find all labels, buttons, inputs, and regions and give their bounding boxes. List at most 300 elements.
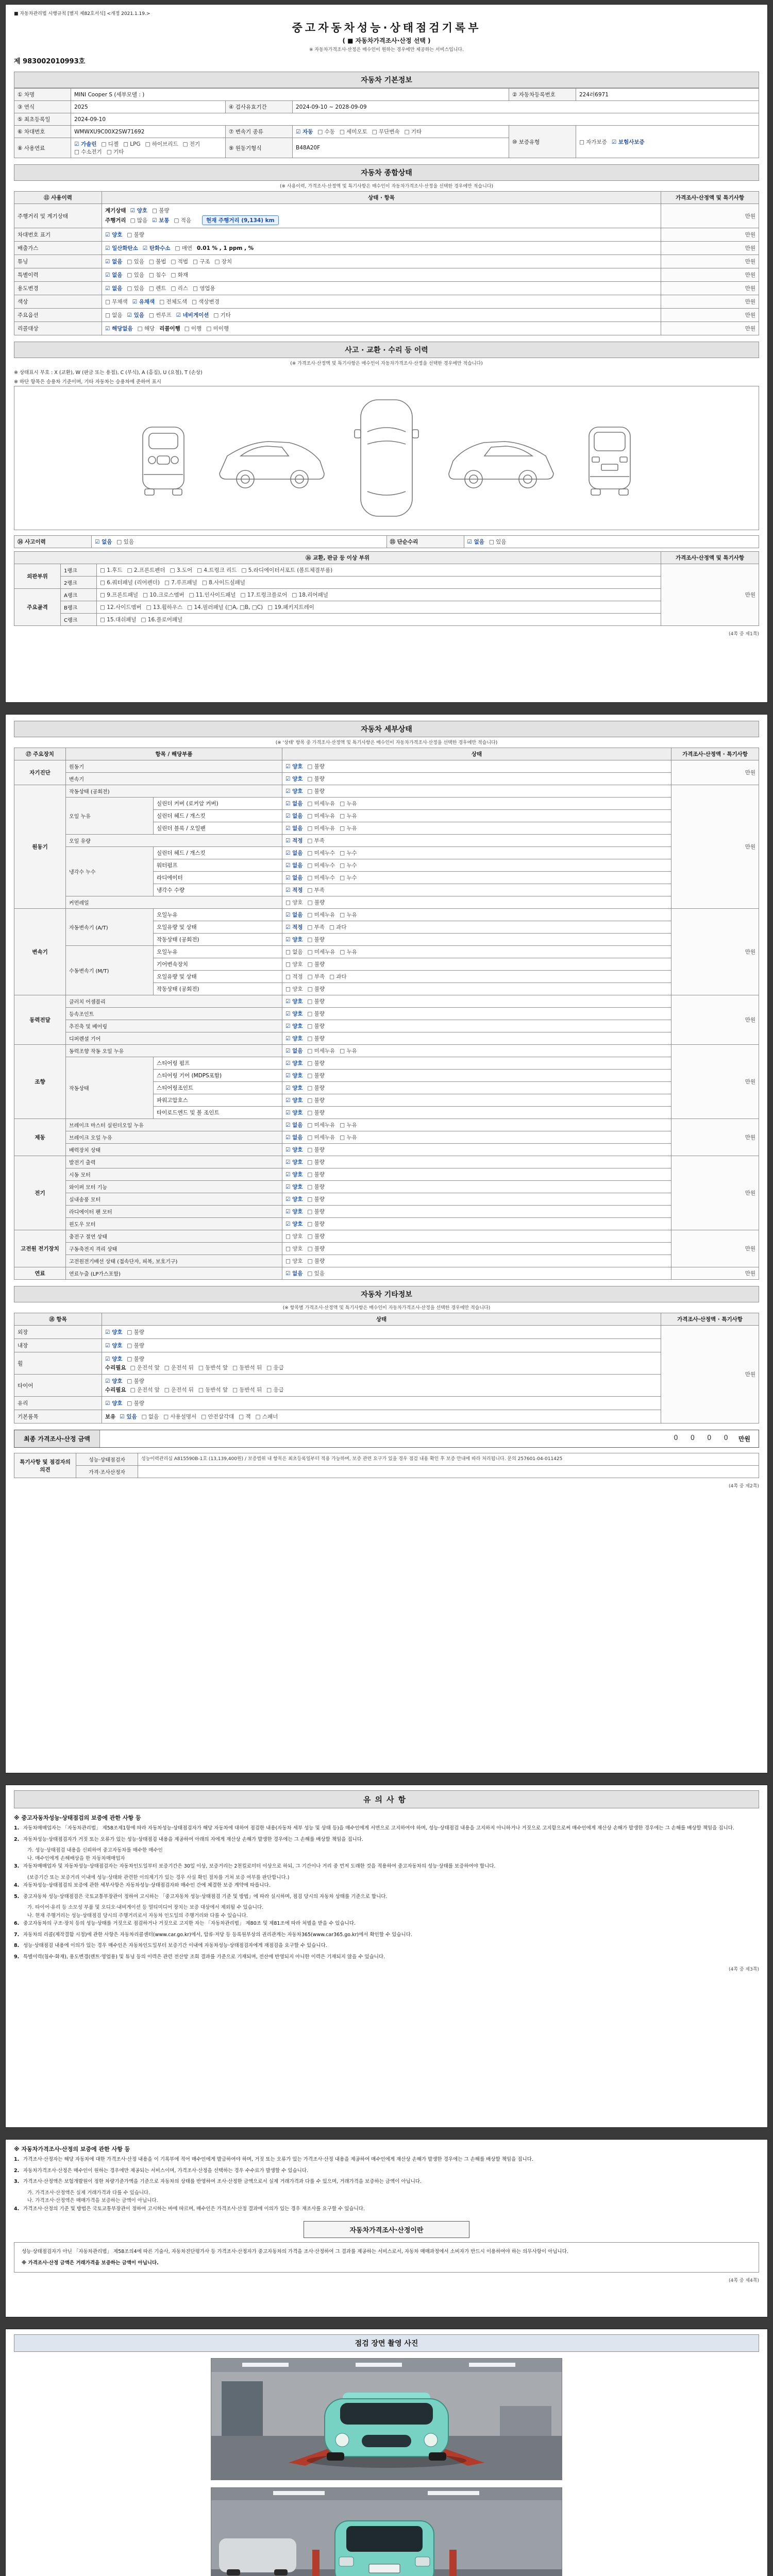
checkbox-unchecked[interactable]: □ 불량 bbox=[307, 1209, 325, 1215]
accident-legend-basis: ※ 하단 항목은 승용차 기준이며, 기타 자동차는 승용차에 준하여 표시 bbox=[14, 379, 161, 385]
checkbox-unchecked[interactable]: □ 불량 bbox=[307, 986, 325, 992]
checkbox-unchecked[interactable]: □ 누유 bbox=[340, 912, 357, 918]
checkbox-group bbox=[285, 825, 362, 832]
checkbox-unchecked[interactable]: □ 전체도색 bbox=[159, 299, 188, 305]
checkbox-unchecked[interactable]: □ 부족 bbox=[307, 838, 325, 844]
checkbox-checked[interactable]: ☑ 없음 bbox=[285, 1134, 303, 1141]
checkbox-checked[interactable]: ☑ 있음 bbox=[120, 1414, 137, 1420]
checkbox-checked[interactable]: ☑ 양호 bbox=[105, 1343, 123, 1349]
checkbox-unchecked[interactable]: □ 1.후드 bbox=[100, 567, 123, 573]
checkbox-checked[interactable]: ☑ 양호 bbox=[285, 788, 303, 794]
checkbox-unchecked[interactable]: □ 있음 bbox=[489, 539, 507, 545]
checkbox-unchecked[interactable]: □ 불법 bbox=[148, 259, 166, 265]
checkbox-checked[interactable]: ☑ 양호 bbox=[285, 776, 303, 782]
checkbox-unchecked[interactable]: □ 디젤 bbox=[101, 141, 119, 147]
checkbox-group bbox=[285, 1036, 329, 1042]
warranty-type-label: ⑩ 보증유형 bbox=[509, 126, 576, 158]
checkbox-checked[interactable]: ☑ 양호 bbox=[285, 1023, 303, 1029]
checkbox-unchecked[interactable]: □ 17.트렁크플로어 bbox=[240, 592, 288, 598]
exchange-title: ⑯ 교환, 판금 등 이상 부위 bbox=[14, 552, 661, 564]
checkbox-checked[interactable]: ☑ 양호 bbox=[285, 1085, 303, 1091]
checkbox-unchecked[interactable]: □ 미세누수 bbox=[307, 862, 335, 869]
checkbox-unchecked[interactable]: □ 부족 bbox=[307, 974, 325, 980]
checkbox-unchecked[interactable]: □ 장치 bbox=[214, 259, 232, 265]
checkbox-unchecked[interactable]: □ 14.필러패널 (□A, □B, □C) bbox=[187, 604, 263, 611]
checkbox-checked[interactable]: ☑ 양호 bbox=[285, 1184, 303, 1190]
checkbox-unchecked[interactable]: □ 운전석 뒤 bbox=[164, 1387, 194, 1393]
state-cell bbox=[282, 785, 671, 798]
rank-cell: C랭크 bbox=[61, 614, 97, 626]
checkbox-group bbox=[285, 1011, 329, 1017]
checkbox-unchecked[interactable]: □ 누유 bbox=[340, 949, 357, 955]
mileage-callout: 현재 주행거리 (9,134) km bbox=[202, 215, 279, 225]
checkbox-unchecked[interactable]: □ 기타 bbox=[404, 129, 422, 135]
checkbox-checked[interactable]: ☑ 양호 bbox=[285, 1172, 303, 1178]
checkbox-checked[interactable]: ☑ 양호 bbox=[105, 1378, 123, 1384]
checkbox-checked[interactable]: ☑ 보통 bbox=[152, 217, 170, 224]
overall-state-table bbox=[14, 191, 759, 335]
checkbox-unchecked[interactable]: □ 8.사이드실패널 bbox=[201, 580, 245, 586]
notice-text: 자동차의 리콜(제작결함 시정)에 관한 사항은 자동차리콜센터(www.car.go.kr)에서, 압류·저당 등 등록원부상의 권리관계는 자동차365(www.car365.go.kr)에서 확인할 수 있습니다. bbox=[23, 1931, 412, 1938]
checkbox-checked[interactable]: ☑ 없음 bbox=[285, 850, 303, 856]
checkbox-checked[interactable]: ☑ 적정 bbox=[285, 887, 303, 893]
checkbox-checked[interactable]: ☑ 양호 bbox=[130, 208, 147, 214]
table-row bbox=[14, 1156, 759, 1168]
section-title-etc: 자동차 기타정보 bbox=[14, 1286, 759, 1302]
checkbox-unchecked[interactable]: □ 동반석 뒤 bbox=[232, 1365, 262, 1371]
checkbox-unchecked[interactable]: □ 있음 bbox=[127, 259, 144, 265]
item-cell: 브레이크 오일 누유 bbox=[66, 1131, 282, 1144]
checkbox-checked[interactable]: ☑ 적정 bbox=[285, 838, 303, 844]
checkbox-unchecked[interactable]: □ 기타 bbox=[106, 149, 124, 155]
checkbox-unchecked[interactable]: □ 5.라디에이터서포트 (볼트체결부품) bbox=[241, 567, 333, 573]
checkbox-unchecked[interactable]: □ 불량 bbox=[307, 1085, 325, 1091]
checkbox-unchecked[interactable]: □ 잭 bbox=[239, 1414, 251, 1420]
checkbox-unchecked[interactable]: □ 불량 bbox=[307, 961, 325, 968]
checkbox-unchecked[interactable]: □ 미세누유 bbox=[307, 1048, 335, 1054]
checkbox-unchecked[interactable]: □ 불량 bbox=[307, 1110, 325, 1116]
section-title-overall: 자동차 종합상태 bbox=[14, 164, 759, 181]
item-cell: 오일 누유 bbox=[66, 798, 154, 835]
checkbox-unchecked[interactable]: □ 18.리어패널 bbox=[292, 592, 328, 598]
checkbox-unchecked[interactable]: □ 불량 bbox=[307, 1246, 325, 1252]
checkbox-checked[interactable]: ☑ 없음 bbox=[285, 875, 303, 881]
checkbox-unchecked[interactable]: □ 있음 bbox=[127, 285, 144, 292]
checkbox-unchecked[interactable]: □ 불량 bbox=[307, 1073, 325, 1079]
checkbox-unchecked[interactable]: □ 이행 bbox=[184, 326, 202, 332]
pricing-subtitle: ※ 자동차가격조사·산정의 보증에 관한 사항 등 bbox=[14, 2146, 130, 2153]
checkbox-unchecked[interactable]: □ 응급 bbox=[266, 1365, 284, 1371]
checkbox-unchecked[interactable]: □ 적정 bbox=[285, 974, 303, 980]
checkbox-group bbox=[105, 232, 149, 238]
state-cell bbox=[282, 1119, 671, 1131]
checkbox-unchecked[interactable]: □ 미세누수 bbox=[307, 850, 335, 856]
notice-item bbox=[14, 1863, 759, 1871]
notice-item bbox=[14, 1920, 759, 1928]
checkbox-checked[interactable]: ☑ 없음 bbox=[285, 862, 303, 869]
checkbox-unchecked[interactable]: □ 해당 bbox=[137, 326, 155, 332]
checkbox-checked[interactable]: ☑ 양호 bbox=[285, 937, 303, 943]
checkbox-unchecked[interactable]: □ 불량 bbox=[127, 1378, 144, 1384]
page-mark-2: (4쪽 중 제2쪽) bbox=[729, 1484, 759, 1489]
checkbox-checked[interactable]: ☑ 있음 bbox=[127, 312, 144, 318]
checkbox-group bbox=[285, 1134, 362, 1141]
checkbox-unchecked[interactable]: □ 누유 bbox=[340, 1134, 357, 1141]
checkbox-checked[interactable]: ☑ 없음 bbox=[285, 1048, 303, 1054]
state-cell bbox=[282, 760, 671, 773]
checkbox-checked[interactable]: ☑ 네비게이션 bbox=[176, 312, 209, 318]
table-row bbox=[14, 589, 759, 601]
checkbox-unchecked[interactable]: □ 11.인사이드패널 bbox=[189, 592, 236, 598]
checkbox-group bbox=[193, 259, 237, 265]
checkbox-unchecked[interactable]: □ 동반석 앞 bbox=[198, 1387, 228, 1393]
exchange-price-head: 가격조사·산정액 및 특기사항 bbox=[661, 552, 759, 564]
checkbox-checked[interactable]: ☑ 양호 bbox=[285, 1073, 303, 1079]
checkbox-checked[interactable]: ☑ 양호 bbox=[285, 1147, 303, 1153]
checkbox-checked[interactable]: ☑ 양호 bbox=[285, 1209, 303, 1215]
checkbox-group bbox=[285, 1184, 329, 1190]
checkbox-unchecked[interactable]: □ 운전석 앞 bbox=[130, 1365, 160, 1371]
checkbox-unchecked[interactable]: □ 불량 bbox=[307, 1233, 325, 1240]
checkbox-checked[interactable]: ☑ 없음 bbox=[105, 272, 123, 278]
checkbox-unchecked[interactable]: □ 수동 bbox=[317, 129, 335, 135]
table-row bbox=[14, 1466, 759, 1478]
checkbox-checked[interactable]: ☑ 양호 bbox=[285, 1011, 303, 1017]
checkbox-unchecked[interactable]: □ 동반석 앞 bbox=[198, 1365, 228, 1371]
state-cell bbox=[282, 1168, 671, 1181]
notice-item bbox=[14, 2178, 759, 2186]
checkbox-checked[interactable]: ☑ 없음 bbox=[285, 825, 303, 832]
checkbox-group bbox=[130, 1365, 289, 1371]
checkbox-unchecked[interactable]: □ 운전석 뒤 bbox=[164, 1365, 194, 1371]
checkbox-checked[interactable]: ☑ 자동 bbox=[296, 129, 313, 135]
checkbox-checked[interactable]: ☑ 없음 bbox=[285, 912, 303, 918]
checkbox-unchecked[interactable]: □ 불량 bbox=[307, 776, 325, 782]
reg-no-label: ② 자동차등록번호 bbox=[509, 89, 576, 101]
checkbox-unchecked[interactable]: □ 있음 bbox=[127, 272, 144, 278]
checkbox-unchecked[interactable]: □ 12.사이드멤버 bbox=[100, 604, 142, 611]
usage-item-label: 차대번호 표기 bbox=[14, 228, 102, 242]
checkbox-checked[interactable]: ☑ 없음 bbox=[285, 813, 303, 819]
checkbox-unchecked[interactable]: □ 양호 bbox=[285, 1233, 303, 1240]
checkbox-unchecked[interactable]: □ 불량 bbox=[127, 1356, 144, 1362]
checkbox-checked[interactable]: ☑ 양호 bbox=[285, 1196, 303, 1202]
car-diagram-front bbox=[132, 406, 194, 510]
notices-list bbox=[14, 1825, 759, 1961]
checkbox-unchecked[interactable]: □ 불량 bbox=[127, 1343, 144, 1349]
checkbox-checked[interactable]: ☑ 양호 bbox=[285, 1221, 303, 1227]
checkbox-checked[interactable]: ☑ 적정 bbox=[285, 924, 303, 930]
checkbox-unchecked[interactable]: □ 13.휠하우스 bbox=[146, 604, 183, 611]
checkbox-unchecked[interactable]: □ 운전석 앞 bbox=[130, 1387, 160, 1393]
checkbox-unchecked[interactable]: □ 화재 bbox=[171, 272, 188, 278]
checkbox-unchecked[interactable]: □ 리스 bbox=[171, 285, 188, 292]
checkbox-unchecked[interactable]: □ 과다 bbox=[329, 974, 347, 980]
checkbox-checked[interactable]: ☑ 보험사보증 bbox=[611, 139, 645, 145]
checkbox-unchecked[interactable]: □ 누수 bbox=[340, 862, 357, 869]
table-row bbox=[14, 909, 759, 921]
overall-note: (※ 사용이력, 가격조사·산정액 및 특기사항은 매수인이 자동차가격조사·산정을 선택한 경우에만 적습니다) bbox=[279, 184, 494, 189]
checkbox-unchecked[interactable]: □ 없음 bbox=[285, 949, 303, 955]
checkbox-unchecked[interactable]: □ 2.프론트펜더 bbox=[127, 567, 165, 573]
checkbox-unchecked[interactable]: □ 19.패키지트레이 bbox=[267, 604, 314, 611]
item-cell: 실내송풍 모터 bbox=[66, 1193, 282, 1206]
etc-head-item: ⑱ 항목 bbox=[14, 1313, 102, 1326]
checkbox-group bbox=[105, 245, 197, 251]
notice-number: 6. bbox=[14, 1920, 20, 1926]
checkbox-checked[interactable]: ☑ 양호 bbox=[285, 764, 303, 770]
checkbox-unchecked[interactable]: □ 사용설명서 bbox=[163, 1414, 197, 1420]
checkbox-unchecked[interactable]: □ 구조 bbox=[193, 259, 210, 265]
checkbox-checked[interactable]: ☑ 탄화수소 bbox=[142, 245, 171, 251]
checkbox-unchecked[interactable]: □ 무단변속 bbox=[372, 129, 400, 135]
checkbox-group bbox=[467, 539, 511, 545]
checkbox-unchecked[interactable]: □ 침수 bbox=[148, 272, 166, 278]
checkbox-unchecked[interactable]: □ 4.트렁크 리드 bbox=[197, 567, 237, 573]
checkbox-unchecked[interactable]: □ 자가보증 bbox=[579, 139, 607, 145]
pricing-definition-title: 자동차가격조사·산정이란 bbox=[304, 2221, 469, 2238]
checkbox-checked[interactable]: ☑ 유채색 bbox=[132, 299, 155, 305]
state-cell bbox=[282, 847, 671, 859]
notice-subitem: 가. 성능·상태점검 내용을 신뢰하여 중고자동차를 매수한 매수인 bbox=[27, 1848, 163, 1854]
checkbox-group bbox=[285, 801, 362, 807]
notice-text: 중고자동차 성능·상태점검은 국토교통부장관이 정하여 고시하는 「중고자동차 성능·상태점검 기준 및 방법」에 따라 실시하며, 점검 당시의 자동차 상태를 기준으로 합니다. bbox=[23, 1893, 388, 1900]
checkbox-unchecked[interactable]: □ 불량 bbox=[127, 1329, 144, 1335]
checkbox-group bbox=[105, 259, 149, 265]
notice-item bbox=[14, 1893, 759, 1901]
accident-note: (※ 가격조사·산정액 및 특기사항은 매수인이 자동차가격조사·산정을 선택한 경우에만 적습니다) bbox=[290, 361, 483, 366]
etc-item-state bbox=[102, 1410, 661, 1423]
checkbox-checked[interactable]: ☑ 양호 bbox=[105, 1400, 123, 1406]
checkbox-unchecked[interactable]: □ 양호 bbox=[285, 986, 303, 992]
checkbox-unchecked[interactable]: □ 없음 bbox=[105, 312, 123, 318]
checkbox-checked[interactable]: ☑ 양호 bbox=[105, 1356, 123, 1362]
checkbox-unchecked[interactable]: □ 전기 bbox=[182, 141, 200, 147]
device-group-cell: 조향 bbox=[14, 1045, 66, 1119]
checkbox-unchecked[interactable]: □ 하이브리드 bbox=[145, 141, 178, 147]
checkbox-group bbox=[105, 285, 149, 292]
checkbox-unchecked[interactable]: □ 부족 bbox=[307, 924, 325, 930]
checkbox-unchecked[interactable]: □ 불량 bbox=[127, 1400, 144, 1406]
checkbox-unchecked[interactable]: □ 미이행 bbox=[206, 326, 229, 332]
checkbox-unchecked[interactable]: □ 3.도어 bbox=[170, 567, 193, 573]
checkbox-unchecked[interactable]: □ 적법 bbox=[171, 259, 188, 265]
checkbox-unchecked[interactable]: □ 불량 bbox=[307, 1060, 325, 1066]
checkbox-checked[interactable]: ☑ 일산화탄소 bbox=[105, 245, 138, 251]
checkbox-unchecked[interactable]: □ 누유 bbox=[340, 1122, 357, 1128]
checkbox-unchecked[interactable]: □ 영업용 bbox=[193, 285, 215, 292]
checkbox-unchecked[interactable]: □ 양호 bbox=[285, 900, 303, 906]
checkbox-unchecked[interactable]: □ 10.크로스멤버 bbox=[143, 592, 184, 598]
checkbox-checked[interactable]: ☑ 가솔린 bbox=[74, 141, 97, 147]
accident-history-label: ⑭ 사고이력 bbox=[14, 536, 92, 548]
notice-item bbox=[14, 2167, 759, 2175]
checkbox-group bbox=[285, 1258, 329, 1264]
checkbox-unchecked[interactable]: □ 기타 bbox=[213, 312, 231, 318]
checkbox-unchecked[interactable]: □ 불량 bbox=[307, 1184, 325, 1190]
checkbox-checked[interactable]: ☑ 양호 bbox=[285, 1159, 303, 1165]
item-cell: 연료누출 (LP가스포함) bbox=[66, 1267, 282, 1280]
checkbox-unchecked[interactable]: □ 미세누유 bbox=[307, 949, 335, 955]
checkbox-checked[interactable]: ☑ 없음 bbox=[95, 539, 112, 545]
checkbox-unchecked[interactable]: □ 16.플로어패널 bbox=[141, 617, 183, 623]
checkbox-unchecked[interactable]: □ 불량 bbox=[307, 1172, 325, 1178]
checkbox-checked[interactable]: ☑ 없음 bbox=[467, 539, 484, 545]
checkbox-unchecked[interactable]: □ 불량 bbox=[307, 764, 325, 770]
car-diagram-side-right bbox=[443, 406, 561, 510]
price-cell: 만원 bbox=[671, 995, 759, 1045]
checkbox-unchecked[interactable]: □ 양호 bbox=[285, 1258, 303, 1264]
checkbox-group bbox=[163, 1414, 282, 1420]
checkbox-checked[interactable]: ☑ 양호 bbox=[285, 1110, 303, 1116]
checkbox-unchecked[interactable]: □ 색상변경 bbox=[192, 299, 220, 305]
checkbox-unchecked[interactable]: □ 안전삼각대 bbox=[201, 1414, 234, 1420]
checkbox-checked[interactable]: ☑ 해당없음 bbox=[105, 326, 133, 332]
first-reg-value: 2024-09-10 bbox=[71, 113, 759, 126]
checkbox-checked[interactable]: ☑ 양호 bbox=[285, 1097, 303, 1104]
panel-group-cell: 외판부위 bbox=[14, 564, 61, 589]
table-row bbox=[14, 1375, 759, 1397]
table-row bbox=[14, 536, 759, 548]
checkbox-unchecked[interactable]: □ 미세누유 bbox=[307, 912, 335, 918]
part-cell: 실린더 커버 (로커암 커버) bbox=[154, 798, 282, 810]
checkbox-group bbox=[149, 259, 193, 265]
checkbox-checked[interactable]: ☑ 없음 bbox=[285, 1270, 303, 1277]
final-price-label: 최종 가격조사·산정 금액 bbox=[14, 1430, 100, 1447]
checkbox-unchecked[interactable]: □ 미세누수 bbox=[307, 875, 335, 881]
price-cell: 만원 bbox=[671, 760, 759, 785]
usage-item-state bbox=[102, 309, 661, 322]
checkbox-unchecked[interactable]: □ 불량 bbox=[307, 998, 325, 1005]
item-cell: 구동축전지 격리 상태 bbox=[66, 1243, 282, 1255]
checkbox-unchecked[interactable]: □ 불량 bbox=[307, 1147, 325, 1153]
checkbox-unchecked[interactable]: □ 불량 bbox=[307, 1196, 325, 1202]
state-cell bbox=[282, 909, 671, 921]
checkbox-unchecked[interactable]: □ 미세누유 bbox=[307, 825, 335, 832]
checkbox-unchecked[interactable]: □ 수소전기 bbox=[74, 149, 102, 155]
checkbox-unchecked[interactable]: □ 15.대쉬패널 bbox=[100, 617, 137, 623]
checkbox-unchecked[interactable]: □ 동반석 뒤 bbox=[232, 1387, 262, 1393]
checkbox-unchecked[interactable]: □ 응급 bbox=[266, 1387, 284, 1393]
checkbox-unchecked[interactable]: □ 미세누유 bbox=[307, 813, 335, 819]
usage-item-label: 주요옵션 bbox=[14, 309, 102, 322]
checkbox-checked[interactable]: ☑ 양호 bbox=[285, 1060, 303, 1066]
checkbox-checked[interactable]: ☑ 양호 bbox=[105, 232, 123, 238]
checkbox-group bbox=[285, 788, 329, 794]
usage-item-label: 리콜대상 bbox=[14, 322, 102, 335]
checkbox-unchecked[interactable]: □ 렌트 bbox=[148, 285, 166, 292]
page-mark-1: (4쪽 중 제1쪽) bbox=[729, 632, 759, 637]
checkbox-unchecked[interactable]: □ 스패너 bbox=[255, 1414, 278, 1420]
checkbox-unchecked[interactable]: □ 불량 bbox=[307, 1036, 325, 1042]
notice-text: 자동차가격조사·산정은 매수인이 원하는 경우에만 제공되는 서비스이며, 가격조사·산정을 선택하는 경우 수수료가 발생할 수 있습니다. bbox=[23, 2167, 309, 2174]
notice-subitem: 가. 타이어·유리 등 소모성 부품 및 오디오·내비게이션 등 멀티미디어 장치는 보증 대상에서 제외될 수 있습니다. bbox=[27, 1905, 264, 1911]
checkbox-unchecked[interactable]: □ 누수 bbox=[340, 875, 357, 881]
notice-number: 3. bbox=[14, 2179, 20, 2185]
checkbox-checked[interactable]: ☑ 없음 bbox=[285, 801, 303, 807]
checkbox-group bbox=[285, 1085, 329, 1091]
checkbox-unchecked[interactable]: □ 부족 bbox=[307, 887, 325, 893]
checkbox-unchecked[interactable]: □ 누유 bbox=[340, 825, 357, 832]
table-row bbox=[14, 1352, 759, 1375]
checkbox-unchecked[interactable]: □ 미세누유 bbox=[307, 1122, 335, 1128]
checkbox-unchecked[interactable]: □ 없음 bbox=[141, 1414, 159, 1420]
checkbox-unchecked[interactable]: □ 있음 bbox=[307, 1270, 325, 1277]
part-cell: 실린더 헤드 / 개스킷 bbox=[154, 810, 282, 822]
inspection-photo-front bbox=[211, 2358, 562, 2480]
price-cell: 만원 bbox=[661, 564, 759, 626]
checkbox-unchecked[interactable]: □ 불량 bbox=[307, 1258, 325, 1264]
part-cell: 오일유량 및 상태 bbox=[154, 971, 282, 983]
checkbox-unchecked[interactable]: □ 누유 bbox=[340, 801, 357, 807]
checkbox-unchecked[interactable]: □ 썬루프 bbox=[148, 312, 172, 318]
usage-item-label: 배출가스 bbox=[14, 242, 102, 255]
checkbox-unchecked[interactable]: □ 무채색 bbox=[105, 299, 128, 305]
section-title-basic: 자동차 기본정보 bbox=[14, 72, 759, 88]
checkbox-checked[interactable]: ☑ 없음 bbox=[285, 1122, 303, 1128]
checkbox-checked[interactable]: ☑ 없음 bbox=[105, 285, 123, 292]
checkbox-group bbox=[285, 1270, 329, 1277]
etc-item-label: 타이어 bbox=[14, 1375, 102, 1397]
checkbox-unchecked[interactable]: □ 불량 bbox=[307, 1159, 325, 1165]
checkbox-unchecked[interactable]: □ 불량 bbox=[307, 1023, 325, 1029]
table-row bbox=[14, 101, 759, 113]
checkbox-unchecked[interactable]: □ 불량 bbox=[307, 900, 325, 906]
checkbox-unchecked[interactable]: □ 적음 bbox=[174, 217, 192, 224]
checkbox-unchecked[interactable]: □ 미세누유 bbox=[307, 801, 335, 807]
checkbox-unchecked[interactable]: □ 9.프론트패널 bbox=[100, 592, 138, 598]
device-group-cell: 원동기 bbox=[14, 785, 66, 909]
part-cell: 스티어링 기어 (MDPS포함) bbox=[154, 1070, 282, 1082]
checkbox-checked[interactable]: ☑ 없음 bbox=[105, 259, 123, 265]
checkbox-unchecked[interactable]: □ LPG bbox=[123, 141, 141, 147]
checkbox-unchecked[interactable]: □ 누유 bbox=[340, 1048, 357, 1054]
checkbox-checked[interactable]: ☑ 양호 bbox=[285, 1036, 303, 1042]
page-5 bbox=[5, 2329, 768, 2576]
table-row bbox=[14, 1057, 759, 1070]
checkbox-unchecked[interactable]: □ 양호 bbox=[285, 961, 303, 968]
checkbox-unchecked[interactable]: □ 7.루프패널 bbox=[164, 580, 197, 586]
checkbox-unchecked[interactable]: □ 양호 bbox=[285, 1246, 303, 1252]
part-cell: 냉각수 수량 bbox=[154, 884, 282, 896]
checkbox-unchecked[interactable]: □ 있음 bbox=[116, 539, 134, 545]
checkbox-unchecked[interactable]: □ 불량 bbox=[152, 208, 170, 214]
checkbox-unchecked[interactable]: □ 많음 bbox=[130, 217, 148, 224]
state-cell bbox=[282, 1020, 671, 1032]
checkbox-unchecked[interactable]: □ 불량 bbox=[307, 1221, 325, 1227]
checkbox-unchecked[interactable]: □ 세미오토 bbox=[339, 129, 367, 135]
checkbox-unchecked[interactable]: □ 불량 bbox=[307, 788, 325, 794]
notice-item bbox=[14, 1942, 759, 1950]
checkbox-unchecked[interactable]: □ 불량 bbox=[307, 937, 325, 943]
checkbox-unchecked[interactable]: □ 누유 bbox=[340, 813, 357, 819]
state-cell bbox=[282, 1267, 671, 1280]
checkbox-unchecked[interactable]: □ 불량 bbox=[307, 1097, 325, 1104]
checkbox-unchecked[interactable]: □ 매연 bbox=[175, 245, 192, 251]
checkbox-unchecked[interactable]: □ 누수 bbox=[340, 850, 357, 856]
checkbox-unchecked[interactable]: □ 불량 bbox=[307, 1011, 325, 1017]
checkbox-checked[interactable]: ☑ 양호 bbox=[285, 998, 303, 1005]
checkbox-unchecked[interactable]: □ 6.쿼터패널 (리어펜더) bbox=[100, 580, 160, 586]
state-cell bbox=[282, 1032, 671, 1045]
checkbox-unchecked[interactable]: □ 불량 bbox=[127, 232, 144, 238]
usage-item-state bbox=[102, 268, 661, 282]
checkbox-checked[interactable]: ☑ 양호 bbox=[105, 1329, 123, 1335]
notices-title: 유의사항 bbox=[14, 1790, 759, 1808]
checkbox-unchecked[interactable]: □ 과다 bbox=[329, 924, 347, 930]
table-row bbox=[14, 1008, 759, 1020]
checkbox-unchecked[interactable]: □ 미세누유 bbox=[307, 1134, 335, 1141]
